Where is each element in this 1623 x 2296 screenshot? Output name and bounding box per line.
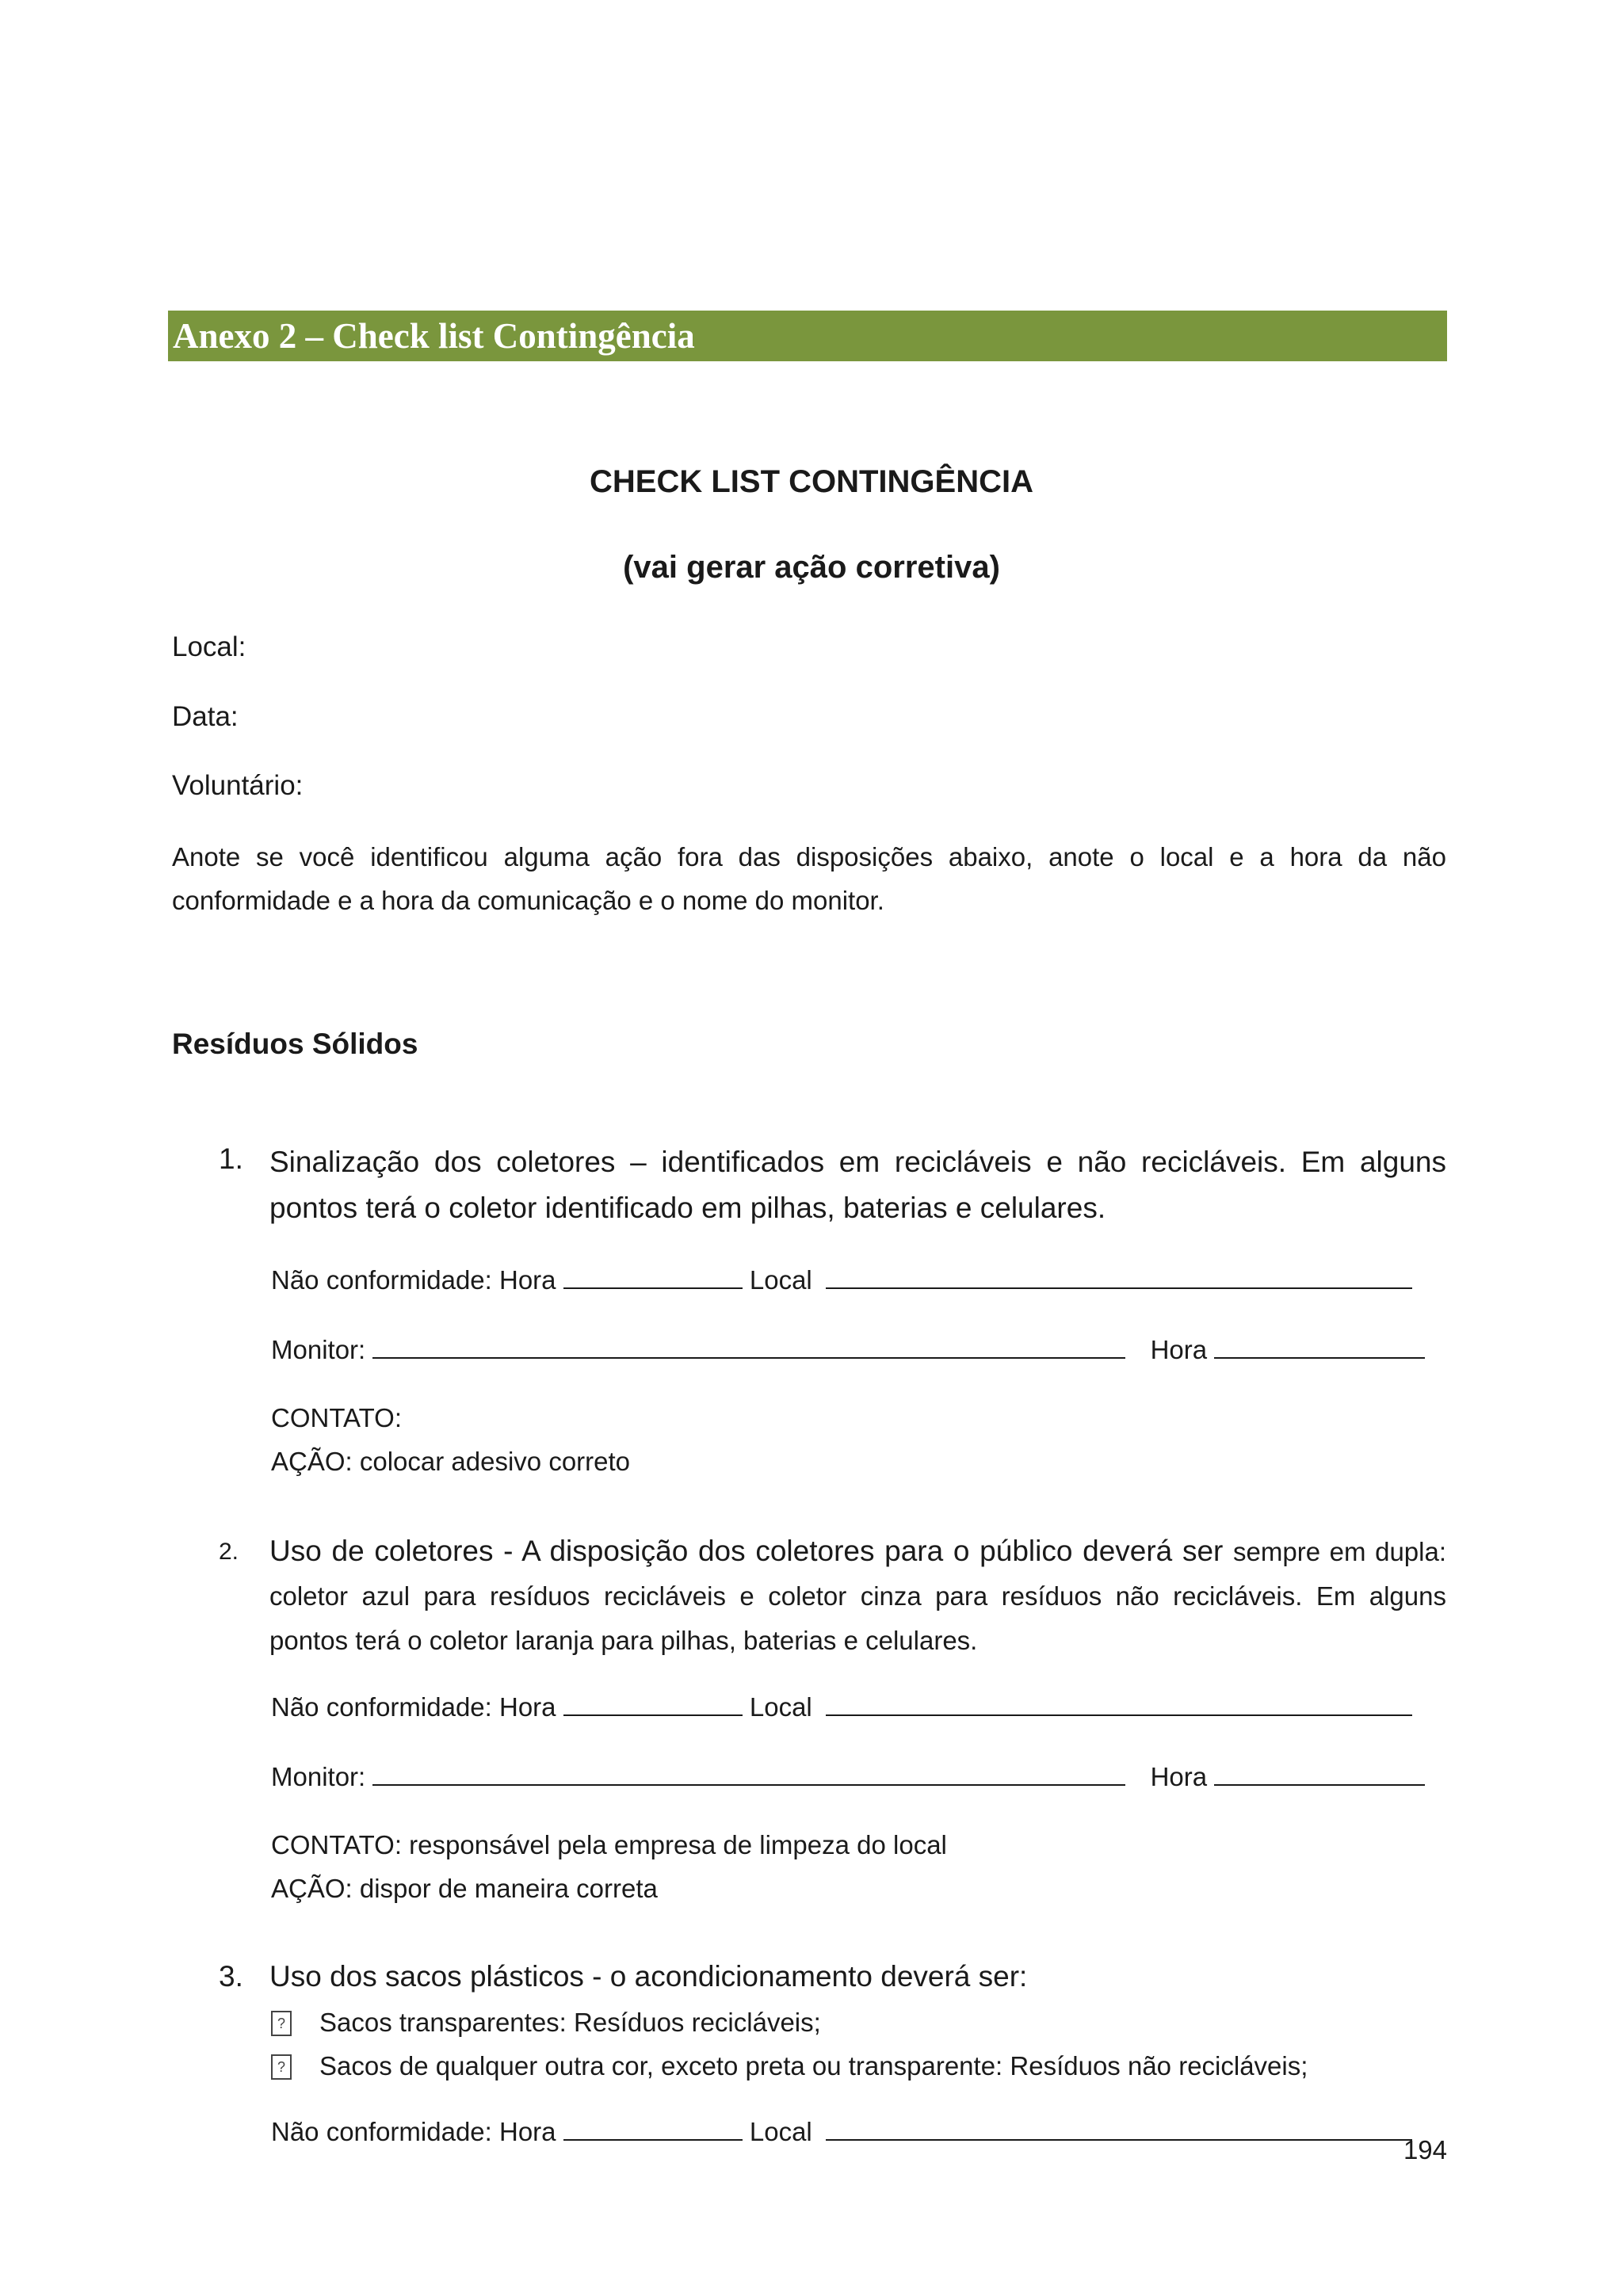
bullet-item: Sacos de qualquer outra cor, exceto preta ou transparente: Resíduos não recicláveis; [319, 2051, 1308, 2081]
local-blank[interactable] [826, 2115, 1412, 2141]
nonconformity-hora-label: Não conformidade: Hora [271, 2117, 556, 2146]
page-number: 194 [1403, 2135, 1447, 2164]
item-number: 1. [219, 1142, 243, 1175]
bullet-box-icon: ? [271, 2011, 292, 2036]
hora-blank[interactable] [1214, 1333, 1425, 1359]
hora-blank[interactable] [563, 1264, 743, 1289]
item-text-large: Uso de coletores - A disposição dos coletores para o público deverá ser [269, 1535, 1224, 1567]
item-text: Uso dos sacos plásticos - o acondicionamento deverá ser: [269, 1960, 1028, 1993]
local-label: Local [749, 1692, 812, 1722]
item-text: Sinalização dos coletores – identificados em recicláveis e não recicláveis. Em alguns pontos terá o coletor identificado em pilhas, baterias e celulares. [269, 1146, 1446, 1224]
item-number: 3. [219, 1960, 243, 1993]
field-voluntario: Voluntário: [172, 770, 304, 801]
hora-label: Hora [1150, 1762, 1208, 1791]
local-blank[interactable] [826, 1264, 1412, 1289]
nonconformity-row [271, 1264, 1412, 1295]
intro-paragraph: Anote se você identificou alguma ação fora das disposições abaixo, anote o local e a hora da não conformidade e a hora da comunicação e o nome do monitor. [172, 842, 1446, 915]
hora-blank[interactable] [563, 2115, 743, 2141]
nonconformity-hora-label: Não conformidade: Hora [271, 1265, 556, 1295]
section-heading: Resíduos Sólidos [172, 1028, 418, 1060]
monitor-row [271, 1760, 1425, 1792]
contato-note: CONTATO: responsável pela empresa de limpeza do local [271, 1830, 947, 1859]
monitor-blank[interactable] [372, 1760, 1125, 1786]
local-label: Local [749, 2117, 812, 2146]
nonconformity-row [271, 1691, 1412, 1722]
hora-blank[interactable] [563, 1691, 743, 1716]
document-title: CHECK LIST CONTINGÊNCIA [590, 464, 1033, 499]
item-number: 2. [219, 1539, 239, 1565]
monitor-label: Monitor: [271, 1335, 366, 1364]
item-text [269, 1529, 1446, 1662]
section-banner [168, 311, 1447, 361]
hora-label: Hora [1150, 1335, 1208, 1364]
acao-note: AÇÃO: dispor de maneira correta [271, 1874, 658, 1903]
field-local: Local: [172, 631, 246, 662]
monitor-label: Monitor: [271, 1762, 366, 1791]
monitor-blank[interactable] [372, 1333, 1125, 1359]
acao-note: AÇÃO: colocar adesivo correto [271, 1447, 631, 1476]
local-label: Local [749, 1265, 812, 1295]
nonconformity-hora-label: Não conformidade: Hora [271, 1692, 556, 1722]
hora-blank[interactable] [1214, 1760, 1425, 1786]
bullet-box-icon: ? [271, 2054, 292, 2080]
document-subtitle: (vai gerar ação corretiva) [623, 550, 1000, 585]
field-data: Data: [172, 701, 239, 732]
contato-note: CONTATO: [271, 1403, 402, 1432]
monitor-row [271, 1333, 1425, 1365]
item-text-small: sempre em dupla: coletor azul para resíduos recicláveis e coletor cinza para resíduos não recicláveis. Em alguns pontos terá o coletor laranja para pilhas, baterias e celulares. [269, 1537, 1447, 1655]
bullet-item: Sacos transparentes: Resíduos recicláveis; [319, 2008, 821, 2037]
nonconformity-row [271, 2115, 1412, 2147]
banner-title: Anexo 2 – Check list Contingência [173, 316, 695, 356]
local-blank[interactable] [826, 1691, 1412, 1716]
